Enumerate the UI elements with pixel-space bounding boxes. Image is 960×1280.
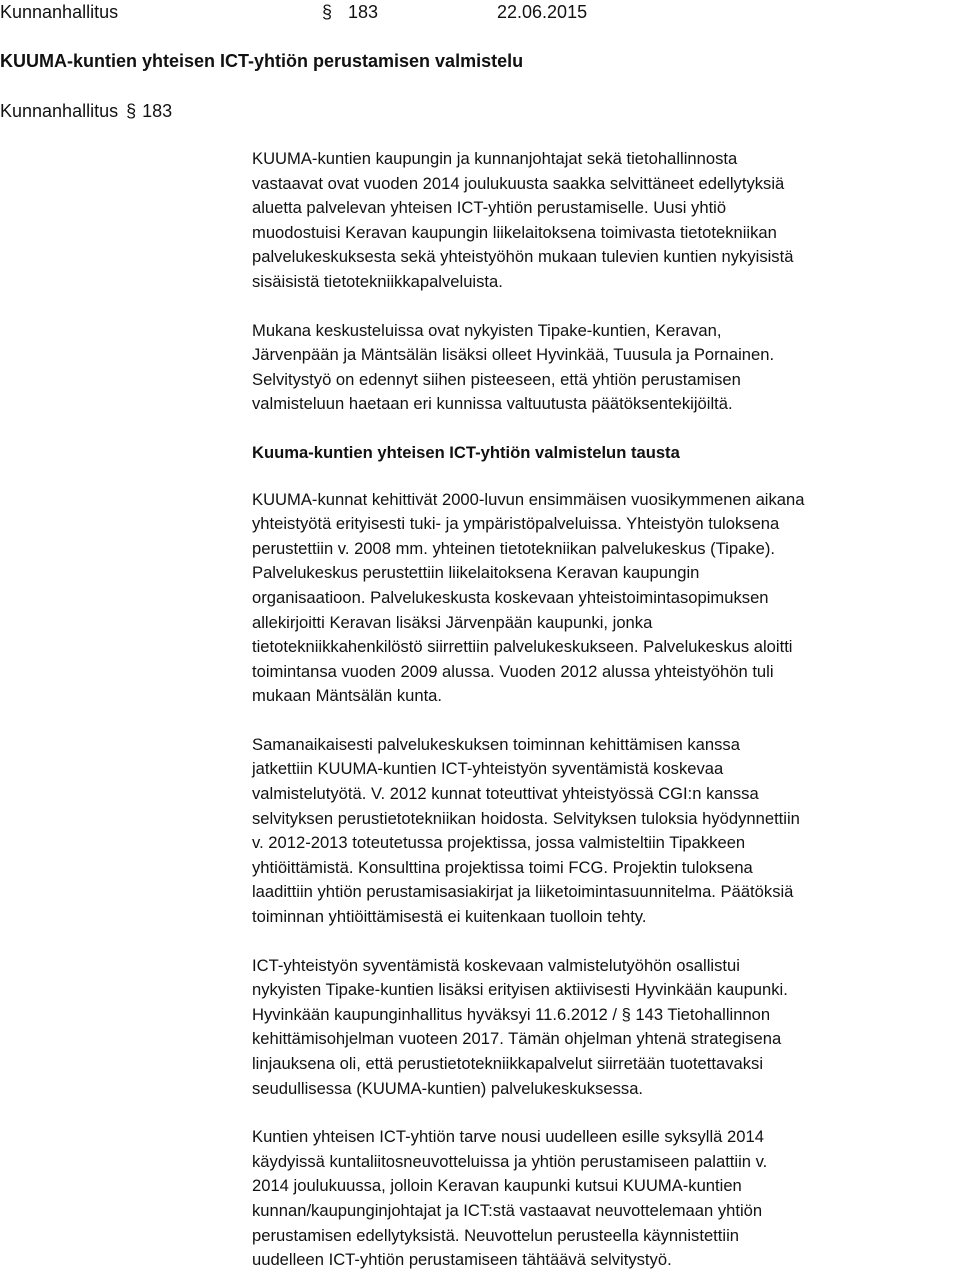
text-line: Mukana keskusteluissa ovat nykyisten Tipake-kuntien, Keravan, (252, 320, 722, 340)
text-line: Palvelukeskus perustettiin liikelaitoksena Keravan kaupungin (252, 563, 700, 583)
section-heading: Kuuma-kuntien yhteisen ICT-yhtiön valmistelun tausta (252, 442, 680, 462)
section-paragraph-3 (252, 954, 960, 1102)
text-line: toimintansa vuoden 2009 alussa. Vuoden 2012 alussa yhteistyöhön tuli (252, 661, 774, 681)
text-line: KUUMA-kunnat kehittivät 2000-luvun ensimmäisen vuosikymmenen aikana (252, 489, 805, 509)
text-line: linjauksena oli, että perustietotekniikkapalvelut siirretään tuotettavaksi (252, 1054, 764, 1073)
text-line: organisaatioon. Palvelukeskusta koskevaan yhteistoimintasopimuksen (252, 587, 769, 607)
section-symbol: § (126, 101, 137, 121)
page-header (0, 0, 960, 26)
text-line: mukaan Mäntsälän kunta. (252, 686, 443, 706)
text-line: 2014 joulukuussa, jolloin Keravan kaupunki kutsui KUUMA-kuntien (252, 1176, 742, 1196)
header-section-number: 183 (348, 2, 379, 22)
text-line: kehittämisohjelman vuoteen 2017. Tämän ohjelman yhtenä strategisena (252, 1029, 782, 1049)
text-line: jatkettiin KUUMA-kuntien ICT-yhteistyön syventämistä koskevaa (252, 759, 724, 779)
text-line: selvityksen perustietotekniikan hoidosta. Selvityksen tuloksia hyödynnettiin (252, 808, 800, 828)
text-line: käydyissä kuntaliitosneuvotteluissa ja yhtiön perustamiseen palattiin v. (252, 1151, 768, 1171)
document-title: KUUMA-kuntien yhteisen ICT-yhtiön perustamisen valmistelu (0, 51, 524, 71)
text-line: laadittiin yhtiön perustamisasiakirjat ja liiketoimintasuunnitelma. Päätöksiä (252, 882, 794, 902)
header-date: 22.06.2015 (497, 2, 588, 22)
text-line: kunnan/kaupunginjohtajat ja ICT:stä vastaavat neuvottelemaan yhtiön (252, 1200, 763, 1220)
document-body (252, 147, 960, 1273)
text-line: muodostuisi Keravan kaupungin liikelaitoksena toimivasta tietotekniikan (252, 222, 777, 242)
text-line: perustamisen edellytyksistä. Neuvottelun perusteella käynnistettiin (252, 1225, 740, 1245)
subheader-org: Kunnanhallitus (0, 101, 119, 121)
section-paragraph-1 (252, 488, 960, 709)
text-line: valmisteluun haetaan eri kunnissa valtuutusta päätöksentekijöiltä. (252, 394, 733, 414)
text-line: tietotekniikkahenkilöstö siirrettiin palvelukeskukseen. Palvelukeskus aloitti (252, 637, 793, 657)
text-line: valmistelutyötä. V. 2012 kunnat toteuttivat yhteistyössä CGI:n kanssa (252, 784, 759, 804)
text-line: Kuntien yhteisen ICT-yhtiön tarve nousi uudelleen esille syksyllä 2014 (252, 1127, 764, 1147)
text-line: yhteistyötä erityisesti tuki- ja ympäristöpalveluissa. Yhteistyön tuloksena (252, 514, 780, 534)
text-line: perustettiin v. 2008 mm. yhteinen tietotekniikan palvelukeskus (Tipake). (252, 538, 775, 558)
text-line: nykyisten Tipake-kuntien lisäksi erityisen aktiivisesti Hyvinkään kaupunki. (252, 980, 788, 1000)
text-line: seudullisessa (KUUMA-kuntien) palvelukeskuksessa. (252, 1078, 644, 1098)
text-line: v. 2012-2013 toteutetussa projektissa, jossa valmisteltiin Tipakkeen (252, 833, 746, 853)
section-paragraph-4 (252, 1125, 960, 1273)
text-line: aluetta palvelevan yhteisen ICT-yhtiön perustamiselle. Uusi yhtiö (252, 198, 727, 218)
subheader-section-number: 183 (142, 101, 173, 121)
text-line: ICT-yhteistyön syventämistä koskevaan valmistelutyöhön osallistui (252, 955, 740, 975)
paragraph-1 (252, 147, 960, 295)
text-line: Hyvinkään kaupunginhallitus hyväksyi 11.6.2012 / § 143 Tietohallinnon (252, 1004, 771, 1024)
text-line: allekirjoitti Keravan lisäksi Järvenpään kaupunki, jonka (252, 612, 653, 632)
text-line: uudelleen ICT-yhtiön perustamiseen tähtäävä selvitystyö. (252, 1250, 672, 1270)
paragraph-2 (252, 319, 960, 417)
text-line: Samanaikaisesti palvelukeskuksen toiminnan kehittämisen kanssa (252, 734, 740, 754)
text-line: sisäisistä tietotekniikkapalveluista. (252, 271, 503, 291)
text-line: KUUMA-kuntien kaupungin ja kunnanjohtajat sekä tietohallinnosta (252, 149, 738, 168)
subheader (0, 98, 172, 124)
text-line: vastaavat ovat vuoden 2014 joulukuusta saakka selvittäneet edellytyksiä (252, 173, 785, 193)
header-org: Kunnanhallitus (0, 2, 119, 22)
section-symbol: § (322, 2, 333, 22)
text-line: toiminnan yhtiöittämisestä ei kuitenkaan tuolloin tehty. (252, 907, 647, 927)
text-line: yhtiöittämistä. Konsulttina projektissa toimi FCG. Projektin tuloksena (252, 857, 753, 877)
text-line: Järvenpään ja Mäntsälän lisäksi olleet Hyvinkää, Tuusula ja Pornainen. (252, 345, 775, 365)
text-line: palvelukeskuksesta sekä yhteistyöhön mukaan tulevien kuntien nykyisistä (252, 247, 794, 267)
text-line: Selvitystyö on edennyt siihen pisteeseen, että yhtiön perustamisen (252, 369, 741, 389)
section-paragraph-2 (252, 733, 960, 930)
